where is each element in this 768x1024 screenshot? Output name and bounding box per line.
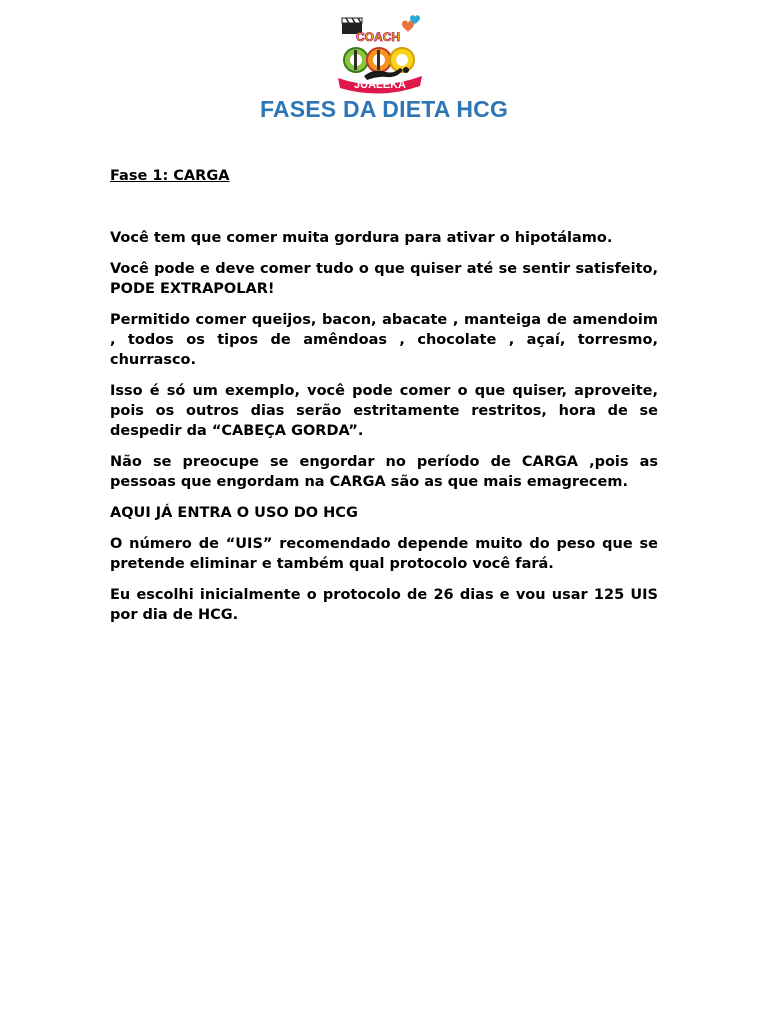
logo-text-top: COACH — [356, 30, 400, 44]
paragraph: Não se preocupe se engordar no período de CARGA ,pois as pessoas que engordam na CARGA são as que mais emagrecem. — [110, 454, 658, 490]
heart-icon — [402, 20, 414, 32]
paragraph: Você pode e deve comer tudo o que quiser até se sentir satisfeito, PODE EXTRAPOLAR! — [110, 261, 658, 297]
document-body — [110, 166, 658, 636]
coach-logo — [326, 14, 432, 94]
section-heading: Fase 1: CARGA — [110, 168, 230, 184]
paragraph: Permitido comer queijos, bacon, abacate , manteiga de amendoim , todos os tipos de amêndoas , chocolate , açaí, torresmo, churrasco. — [110, 312, 658, 368]
paragraph: Isso é só um exemplo, você pode comer o que quiser, aproveite, pois os outros dias serão estritamente restritos, hora de se despedir da “CABEÇA GORDA”. — [110, 383, 658, 439]
logo-text-bottom: JUALEKA — [354, 79, 406, 91]
paragraph: Você tem que comer muita gordura para ativar o hipotálamo. — [110, 230, 613, 246]
paragraph: Eu escolhi inicialmente o protocolo de 26 dias e vou usar 125 UIS por dia de HCG. — [110, 587, 658, 623]
paragraph: O número de “UIS” recomendado depende muito do peso que se pretende eliminar e também qual protocolo você fará. — [110, 536, 658, 572]
paragraph: AQUI JÁ ENTRA O USO DO HCG — [110, 505, 358, 521]
document-title: FASES DA DIETA HCG — [259, 96, 509, 122]
